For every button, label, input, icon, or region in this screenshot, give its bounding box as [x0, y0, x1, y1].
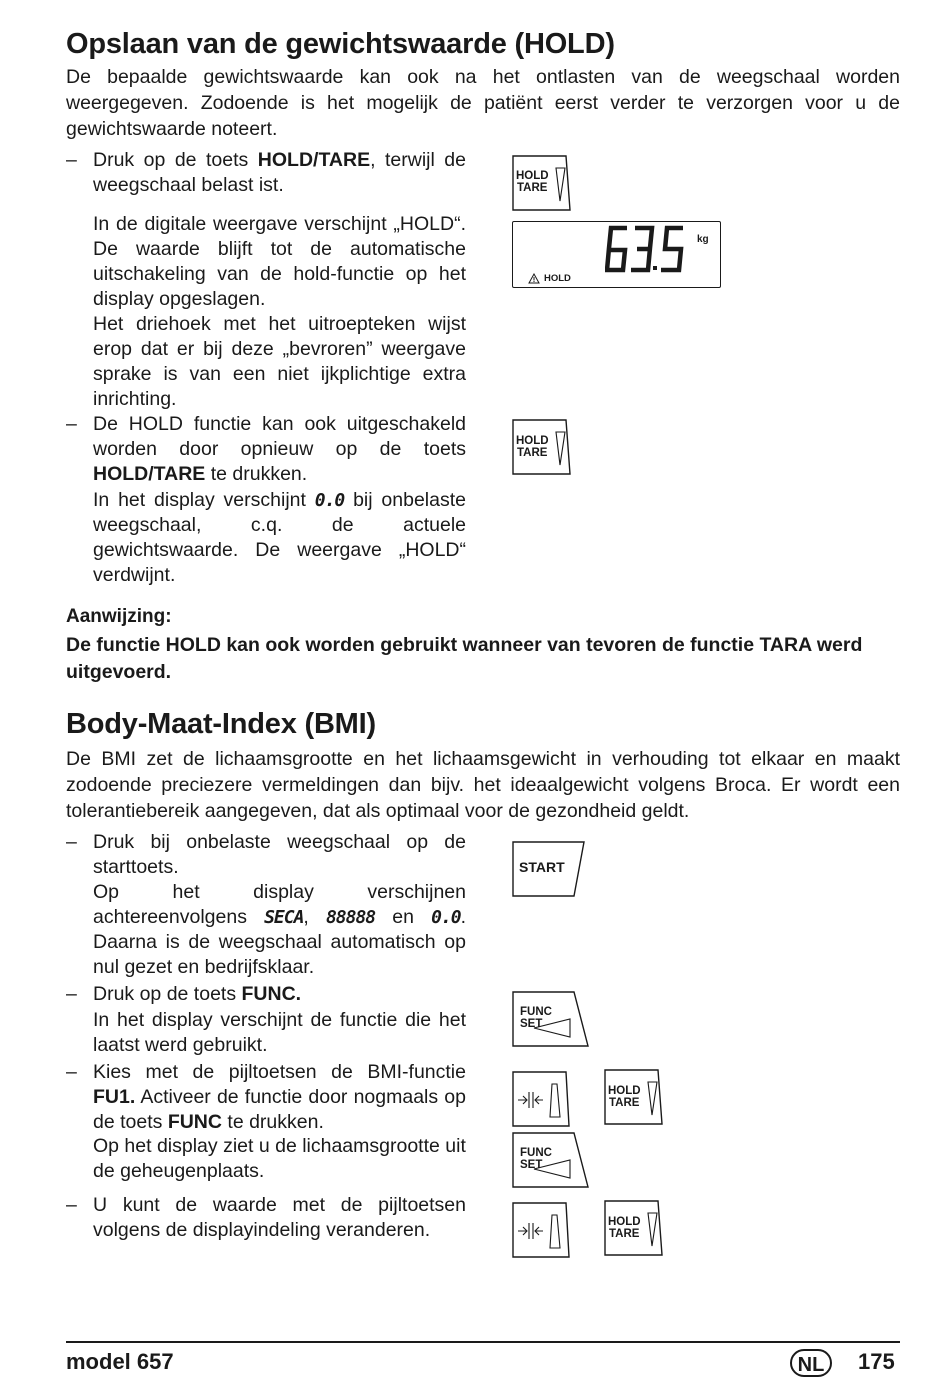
step-text: , [303, 906, 326, 928]
list-dash: – [66, 831, 77, 853]
bmi-step-3 [66, 1060, 466, 1135]
step-text: te drukken. [221, 1111, 324, 1133]
func-set-key [512, 1132, 590, 1188]
key-label: FUNC [520, 1147, 552, 1159]
list-dash: – [66, 1061, 77, 1083]
key-label: START [519, 859, 565, 875]
step-text: te drukken. [205, 463, 308, 485]
step-text: In het display verschijnt [93, 489, 315, 511]
section-title-hold: Opslaan van de gewichtswaarde (HOLD) [66, 28, 615, 60]
step-text: bij onbelaste weegschaal, c.q. de actuele gewichtswaarde. De weergave „HOLD“ verdwijnt. [93, 489, 466, 586]
key-label: HOLD [516, 170, 549, 182]
step-text: Het driehoek met het uitroepteken wijst erop dat er bij deze „bevroren” weergave sprake is van een niet ijkplichtige extra inrichting. [93, 313, 466, 410]
hold-step-1-para-2 [66, 212, 466, 312]
section-intro-hold: De bepaalde gewichtswaarde kan ook na het ontlasten van de weegschaal worden weergegeven. Zodoende is het mogelijk de patiënt eerst verder te verzorgen voor u de gewichtswaarde noteert. [66, 66, 900, 140]
hold-tare-key [604, 1200, 664, 1256]
section-intro-bmi: De BMI zet de lichaamsgrootte en het lichaamsgewicht in verhouding tot elkaar en maakt zodoende preciezere vermeldingen dan bijv. het ideaalgewicht volgens Broca. Er wordt een tolerantiebereik aangegeven, dat als optimaal voor de gezondheid geldt. [66, 748, 900, 822]
bmi-step-2 [66, 982, 466, 1007]
step-bold: HOLD/TARE [93, 463, 206, 485]
bmi-step-1-para-2 [66, 880, 466, 980]
key-label: TARE [517, 182, 548, 194]
segment-display-text: 0.0 [431, 907, 461, 928]
func-set-key [512, 991, 590, 1047]
step-text: Druk op de toets [93, 983, 242, 1005]
step-text: De HOLD functie kan ook uitgeschakeld worden door opnieuw op de toets [93, 413, 466, 460]
segment-display-text: SECA [264, 907, 304, 928]
hold-step-2-para-2 [66, 488, 466, 588]
key-label: TARE [609, 1097, 640, 1109]
step-text: Druk op de toets [93, 149, 258, 171]
segment-display-text: 88888 [325, 907, 376, 928]
note-body: De functie HOLD kan ook worden gebruikt wanneer van tevoren de functie TARA werd uitgevoerd. [66, 634, 863, 683]
key-label: SET [520, 1018, 543, 1030]
bmi-step-3-para-2 [66, 1134, 466, 1184]
step-bold: HOLD/TARE [257, 149, 371, 171]
step-bold: FUNC [167, 1111, 222, 1133]
bmi-step-1 [66, 830, 466, 880]
hold-step-1 [66, 148, 466, 198]
key-label: HOLD [516, 435, 549, 447]
step-text: In de digitale weergave verschijnt „HOLD“. De waarde blijft tot de automatische uitschakeling van de hold-functie op het display opgeslagen. [93, 213, 466, 310]
hold-step-1-para-3 [66, 312, 466, 412]
scale-display [512, 221, 721, 288]
display-digits [605, 225, 695, 278]
step-text: en [375, 906, 432, 928]
display-hold-label: HOLD [544, 273, 571, 284]
key-label: TARE [609, 1228, 640, 1240]
key-label: HOLD [608, 1085, 641, 1097]
note-heading: Aanwijzing: [66, 606, 172, 627]
list-dash: – [66, 149, 77, 171]
page-number: 175 [858, 1349, 895, 1374]
key-label: FUNC [520, 1006, 552, 1018]
start-key [512, 841, 586, 897]
list-dash: – [66, 413, 77, 435]
key-label: TARE [517, 447, 548, 459]
hold-tare-key [512, 155, 572, 211]
step-text: Op het display ziet u de lichaamsgrootte uit de geheugenplaats. [93, 1135, 466, 1182]
step-text: Op het display verschijnen achtereenvolgens [93, 881, 466, 928]
language-badge: NL [790, 1349, 832, 1377]
step-text: , terwijl de weegschaal belast ist. [93, 149, 466, 196]
step-text: . Daarna is de weegschaal automatisch op nul gezet en bedrijfsklaar. [93, 906, 466, 978]
step-text: Activeer de functie door nogmaals op de toets [93, 1086, 466, 1133]
key-label: HOLD [608, 1216, 641, 1228]
footer-divider [66, 1341, 900, 1343]
bmi-step-4 [66, 1193, 466, 1243]
step-text: U kunt de waarde met de pijltoetsen volgens de displayindeling veranderen. [93, 1194, 466, 1241]
footer-model: model 657 [66, 1349, 174, 1374]
hold-tare-key [512, 419, 572, 475]
step-bold: FUNC. [241, 983, 302, 1005]
key-label: SET [520, 1159, 543, 1171]
bmi-step-2-para-2 [66, 1008, 466, 1058]
step-text: In het display verschijnt de functie die het laatst werd gebruikt. [93, 1009, 466, 1056]
step-text: Druk bij onbelaste weegschaal op de starttoets. [93, 831, 466, 878]
arrow-key [512, 1071, 570, 1127]
step-bold: FU1. [93, 1086, 136, 1108]
list-dash: – [66, 1194, 77, 1216]
hold-step-2 [66, 412, 466, 487]
section-title-bmi: Body-Maat-Index (BMI) [66, 708, 376, 740]
hold-tare-key [604, 1069, 664, 1125]
segment-display-text: 0.0 [314, 490, 345, 511]
arrow-key [512, 1202, 570, 1258]
warning-triangle-icon [528, 271, 540, 289]
list-dash: – [66, 983, 77, 1005]
step-text: Kies met de pijltoetsen de BMI-functie [93, 1061, 466, 1083]
display-unit: kg [697, 234, 709, 245]
